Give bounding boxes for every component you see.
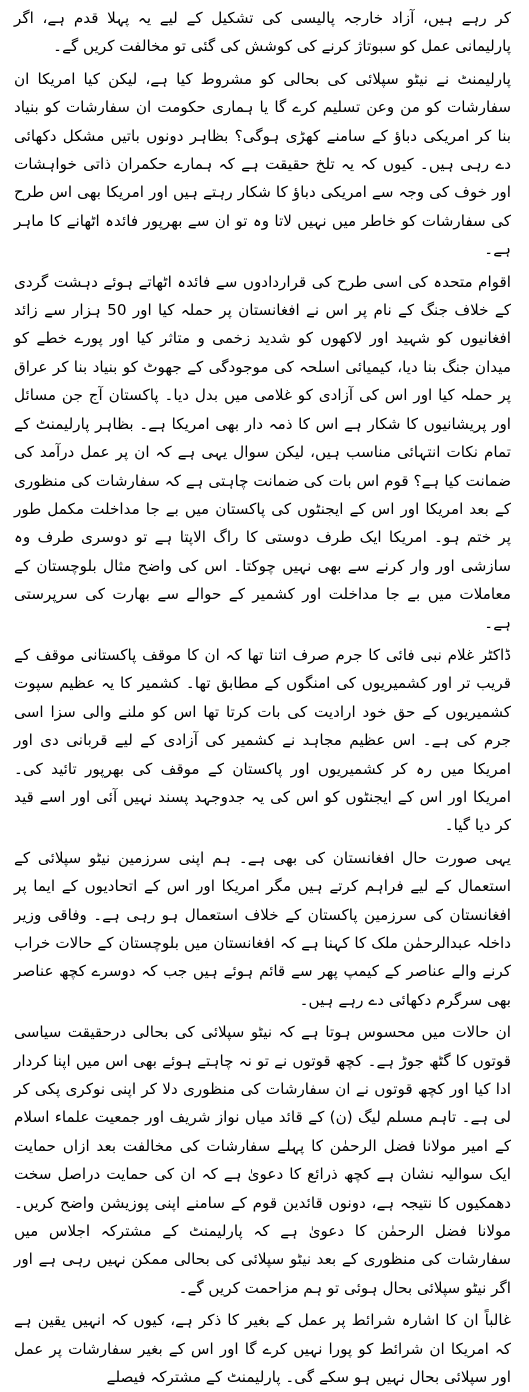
paragraph-continuation: کر رہے ہیں، آزاد خارجہ پالیسی کی تشکیل کے لیے یہ پہلا قدم ہے، اگر پارلیمانی عمل کو سبوتاژ کرنے کی کوشش کی گئی تو مخالفت کریں گے۔	[14, 9, 511, 56]
paragraph-nato-supply-conditions: پارلیمنٹ نے نیٹو سپلائی کی بحالی کو مشروط کیا ہے، لیکن کیا امریکا ان سفارشات کو من وعن تسلیم کرے گا یا ہماری حکومت ان سفارشات کو بنیاد بنا کر امریکی دباؤ کے سامنے کھڑی ہوگی؟ بظاہر دونوں باتیں مشکل دکھائی دے رہی ہیں۔ کیوں کہ یہ تلخ حقیقت ہے کہ ہمارے حکمران ذاتی خواہشات اور خوف کی وجہ سے امریکی دباؤ کا شکار رہتے ہیں اور امریکا بھی اس طرح کی سفارشات کو خاطر میں نہیں لاتا وہ تو ان سے بھرپور فائدہ اٹھانے کا ماہر ہے۔	[14, 69, 511, 259]
paragraph-conditions-implementation: غالباً ان کا اشارہ شرائط پر عمل کے بغیر کا ذکر ہے، کیوں کہ انہیں یقین ہے کہ امریکا ان شرائط کو پورا نہیں کرے گا اور اس کے بغیر سفارشات پر عمل اور سپلائی بحال نہیں ہو سکے گی۔ پارلیمنٹ کے مشترکہ فیصلے	[14, 1311, 511, 1387]
paragraph-ghulam-nabi-fai: ڈاکٹر غلام نبی فائی کا جرم صرف اتنا تھا کہ ان کا موقف پاکستانی موقف کے قریب تر اور کشمیریوں کی امنگوں کے مطابق تھا۔ کشمیر کا یہ عظیم سپوت کشمیریوں کے حق خود ارادیت کی بات کرتا تھا اس کو ملنے والی سزا اسی جرم کی ہے۔ اس عظیم مجاہد نے کشمیر کی آزادی کے لیے قربانی دی اور امریکا میں رہ کر کشمیریوں اور پاکستان کے موقف کی بھرپور تائید کی۔ امریکا اور اس کے ایجنٹوں کو اس کی یہ جدوجہد پسند نہیں آئی اور اسے قید کر دیا گیا۔	[14, 645, 511, 835]
paragraph-afghanistan-situation: یہی صورت حال افغانستان کی بھی ہے۔ ہم اپنی سرزمین نیٹو سپلائی کے استعمال کے لیے فراہم کرتے ہیں مگر امریکا اور اس کے اتحادیوں کے ایما پر افغانستان کی سرزمین پاکستان کے خلاف استعمال ہو رہی ہے۔ وفاقی وزیر داخلہ عبدالرحمٰن ملک کا کہنا ہے کہ افغانستان میں بلوچستان کے حالات خراب کرنے والے عناصر کے کیمپ پھر سے قائم ہوئے ہیں جب کہ دوسرے کچھ عناصر بھی سرگرم دکھائی دے رہے ہیں۔	[14, 848, 511, 1009]
paragraph-un-resolutions: اقوام متحدہ کی اسی طرح کی قراردادوں سے فائدہ اٹھاتے ہوئے دہشت گردی کے خلاف جنگ کے نام پر اس نے افغانستان پر حملہ کیا اور 50 ہزار سے زائد افغانیوں کو شہید اور لاکھوں کو شدید زخمی و متاثر کیا اور پورے خطے کو میدان جنگ بنا دیا، کیمیائی اسلحہ کی موجودگی کے جھوٹ کو بنیاد بنا کر عراق پر حملہ کیا اور اس کی آزادی کو غلامی میں بدل دیا۔ پاکستان آج جن مسائل اور پریشانیوں کا شکار ہے اس کا ذمہ دار بھی امریکا ہے۔ بظاہر پارلیمنٹ کے تمام نکات انتہائی مناسب ہیں، لیکن سوال یہی ہے کہ ان پر عمل درآمد کی ضمانت کیا ہے؟ قوم اس بات کی ضمانت چاہتی ہے کہ سفارشات کی منظوری کے بعد امریکا اور اس کے ایجنٹوں کی پاکستان میں بے جا مداخلت مکمل طور پر ختم ہو۔ امریکا ایک طرف دوستی کا راگ الاپتا ہے تو دوسری طرف وہ سازشی اور وار کرنے سے بھی نہیں چوکتا۔ اس کی واضح مثال بلوچستان کے معاملات میں بے جا مداخلت اور کشمیر کے حوالے سے بھارت کی سرپرستی ہے۔	[14, 272, 511, 632]
paragraph-political-nexus: ان حالات میں محسوس ہوتا ہے کہ نیٹو سپلائی کی بحالی درحقیقت سیاسی قوتوں کا گٹھ جوڑ ہے۔ کچھ قوتوں نے تو نہ چاہتے ہوئے بھی اس میں اپنا کردار ادا کیا اور کچھ قوتوں نے ان سفارشات کی منظوری دلا کر اپنی نوکری پکی کر لی ہے۔ تاہم مسلم لیگ (ن) کے قائد میاں نواز شریف اور جمعیت علماء اسلام کے امیر مولانا فضل الرحمٰن کا پہلے سفارشات کی مخالفت بعد ازاں حمایت ایک سوالیہ نشان ہے کچھ ذرائع کا دعویٰ ہے کہ ان کی حمایت دراصل سخت دھمکیوں کا نتیجہ ہے، دونوں قائدین قوم کے سامنے اپنی پوزیشن واضح کریں۔ مولانا فضل الرحمٰن کا دعویٰ ہے کہ پارلیمنٹ کے مشترکہ اجلاس میں سفارشات کی منظوری کے بعد نیٹو سپلائی کی بحالی ممکن نہیں رہی ہے اور اگر نیٹو سپلائی بحال ہوئی تو ہم مزاحمت کریں گے۔	[14, 1023, 511, 1297]
